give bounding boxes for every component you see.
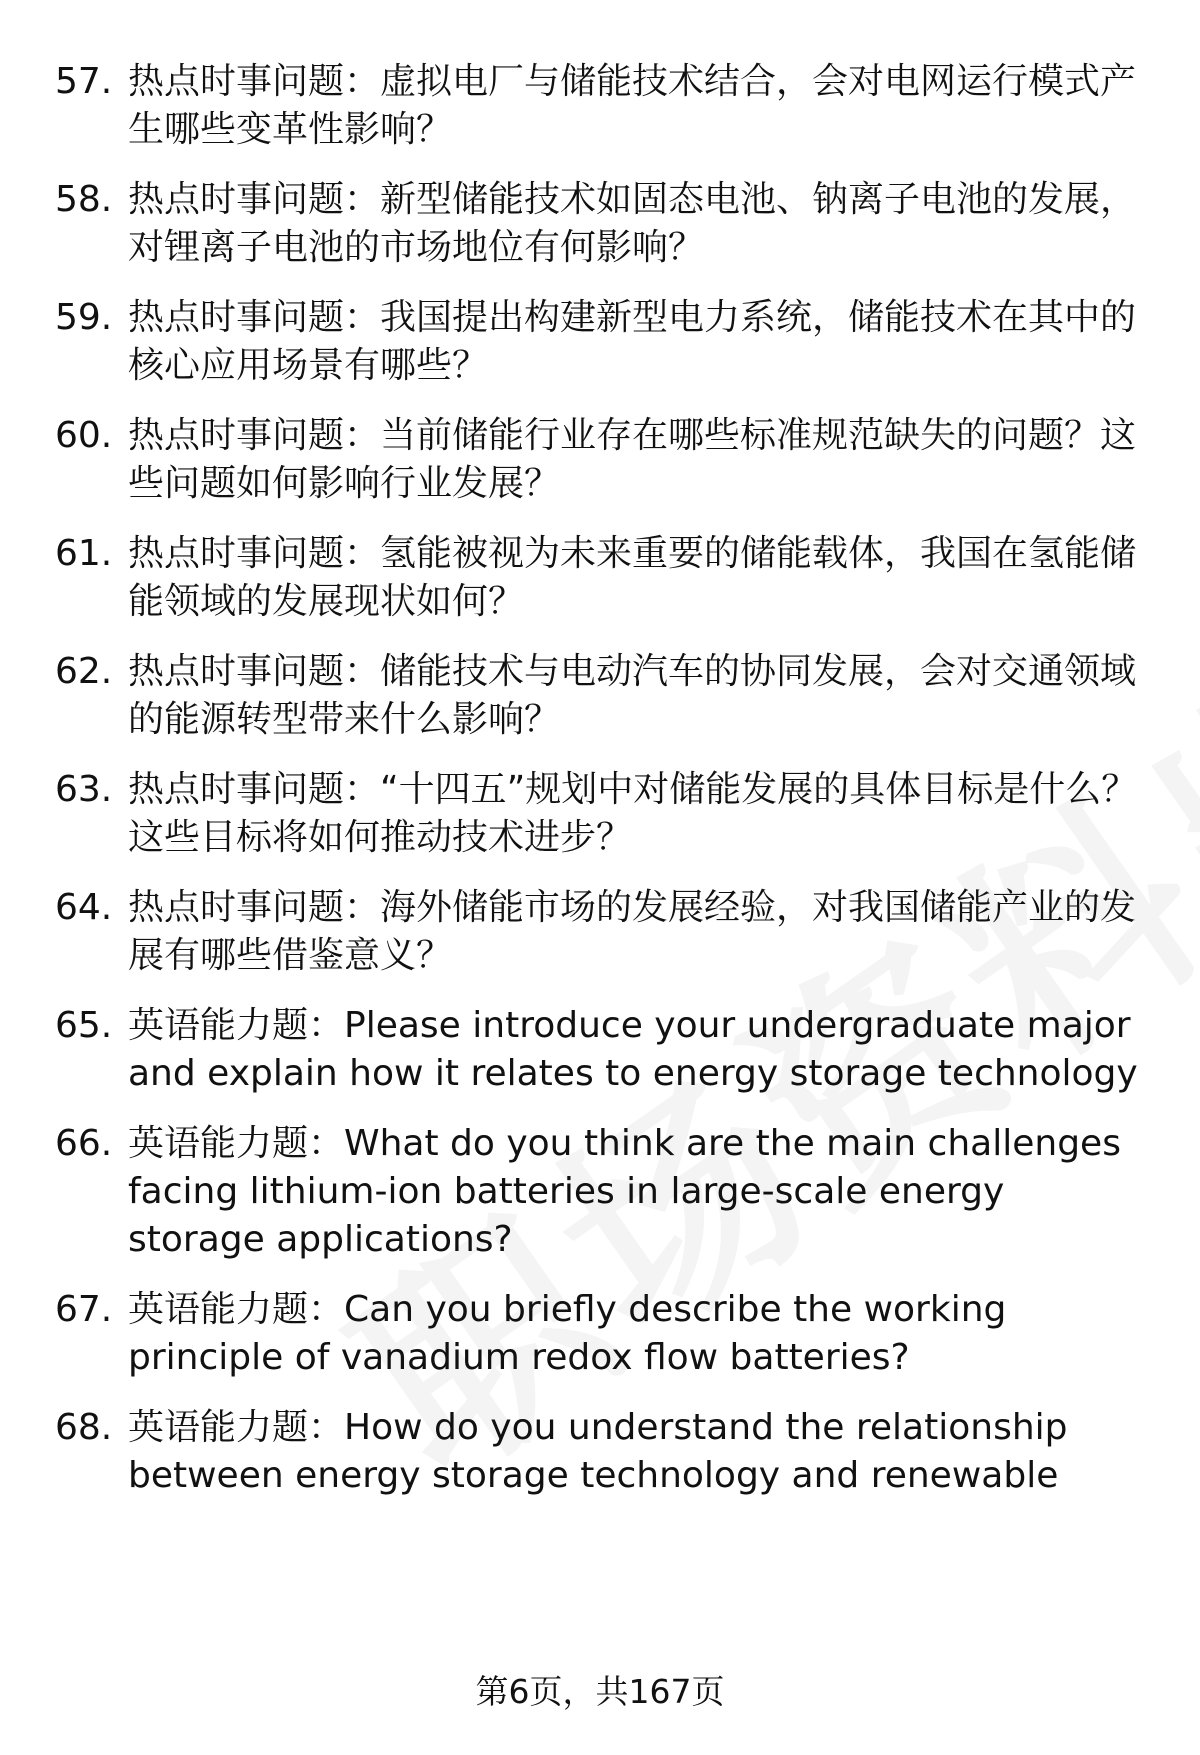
question-number: 61. <box>55 533 113 574</box>
question-item <box>55 1002 1145 1098</box>
question-text: 热点时事问题：海外储能市场的发展经验，对我国储能产业的发展有哪些借鉴意义？ <box>128 887 1137 976</box>
question-item <box>55 1404 1145 1500</box>
question-item <box>55 294 1145 390</box>
question-text: 热点时事问题：储能技术与电动汽车的协同发展，会对交通领域的能源转型带来什么影响？ <box>128 651 1137 740</box>
question-number: 67. <box>55 1289 113 1330</box>
question-item <box>55 530 1145 626</box>
question-number: 58. <box>55 179 113 220</box>
question-item <box>55 766 1145 862</box>
question-text: 英语能力题：Please introduce your undergraduate major and explain how it relates to energy storage technology <box>128 1005 1138 1094</box>
question-item <box>55 648 1145 744</box>
question-number: 60. <box>55 415 113 456</box>
question-number: 59. <box>55 297 113 338</box>
question-text: 英语能力题：What do you think are the main challenges facing lithium-ion batteries in large-scale energy storage applications? <box>128 1123 1121 1260</box>
question-item <box>55 176 1145 272</box>
question-number: 68. <box>55 1407 113 1448</box>
question-text: 热点时事问题：我国提出构建新型电力系统，储能技术在其中的核心应用场景有哪些？ <box>128 297 1137 386</box>
page-footer: 第6页，共167页 <box>475 1672 725 1711</box>
question-item <box>55 1286 1145 1382</box>
question-text: 热点时事问题：“十四五”规划中对储能发展的具体目标是什么？这些目标将如何推动技术进步？ <box>128 769 1138 858</box>
question-text: 热点时事问题：氢能被视为未来重要的储能载体，我国在氢能储能领域的发展现状如何？ <box>128 533 1137 622</box>
question-text: 英语能力题：How do you understand the relationship between energy storage technology and renewable <box>128 1407 1068 1496</box>
question-text: 热点时事问题：新型储能技术如固态电池、钠离子电池的发展，对锂离子电池的市场地位有何影响？ <box>128 179 1137 268</box>
question-text: 热点时事问题：当前储能行业存在哪些标准规范缺失的问题？这些问题如何影响行业发展？ <box>128 415 1137 504</box>
question-number: 64. <box>55 887 113 928</box>
question-item <box>55 58 1145 154</box>
question-item <box>55 1120 1145 1264</box>
question-text: 英语能力题：Can you briefly describe the working principle of vanadium redox flow batteries? <box>128 1289 1007 1378</box>
question-number: 66. <box>55 1123 113 1164</box>
question-list <box>55 58 1145 1500</box>
question-text: 热点时事问题：虚拟电厂与储能技术结合，会对电网运行模式产生哪些变革性影响？ <box>128 61 1137 150</box>
question-item <box>55 884 1145 980</box>
question-number: 65. <box>55 1005 113 1046</box>
question-number: 62. <box>55 651 113 692</box>
question-number: 57. <box>55 61 113 102</box>
question-number: 63. <box>55 769 113 810</box>
question-item <box>55 412 1145 508</box>
